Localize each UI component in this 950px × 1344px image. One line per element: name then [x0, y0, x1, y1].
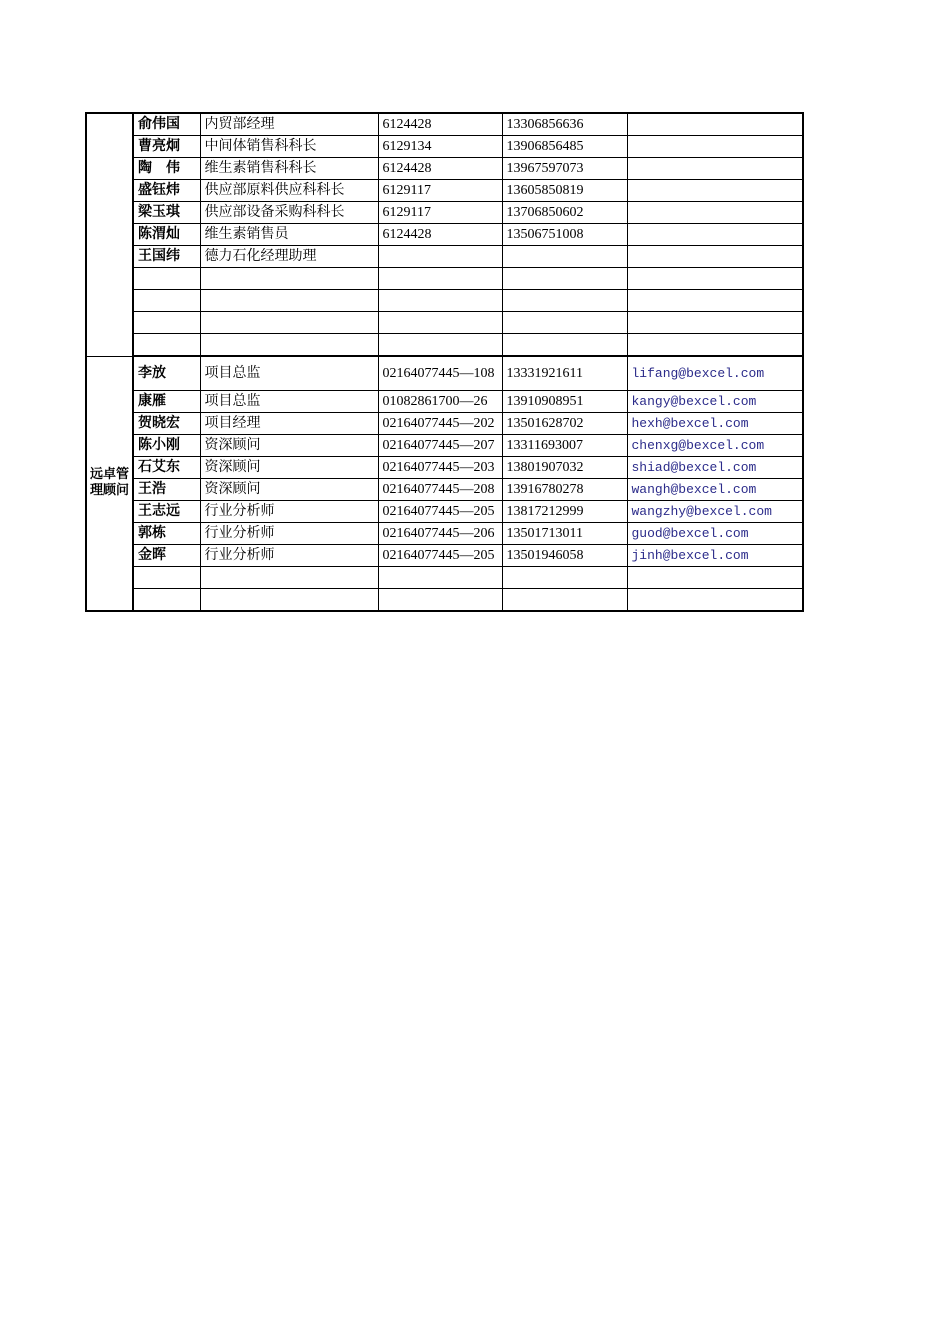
contact-mobile: [502, 589, 627, 612]
contact-tel: 02164077445—207: [378, 435, 502, 457]
contact-name: 陶 伟: [133, 158, 200, 180]
table-row: [86, 290, 803, 312]
contact-tel: [378, 290, 502, 312]
contact-mobile: 13331921611: [502, 356, 627, 391]
contact-tel: 01082861700—26: [378, 391, 502, 413]
contact-mobile: 13706850602: [502, 202, 627, 224]
contact-mobile: 13801907032: [502, 457, 627, 479]
contact-email: [627, 202, 803, 224]
contact-tel: [378, 312, 502, 334]
contact-name: [133, 268, 200, 290]
contact-tel: 02164077445—203: [378, 457, 502, 479]
contact-tel: 6129117: [378, 202, 502, 224]
table-row: [86, 136, 803, 158]
contact-tel: 02164077445—202: [378, 413, 502, 435]
contact-name: [133, 567, 200, 589]
contact-mobile: 13910908951: [502, 391, 627, 413]
contact-email: [627, 113, 803, 136]
contact-tel: 02164077445—206: [378, 523, 502, 545]
contact-name: 盛钰炜: [133, 180, 200, 202]
contact-name: 俞伟国: [133, 113, 200, 136]
contact-tel: 02164077445—205: [378, 501, 502, 523]
table-row: [86, 523, 803, 545]
contact-mobile: 13967597073: [502, 158, 627, 180]
contact-email: [627, 136, 803, 158]
contact-name: 王浩: [133, 479, 200, 501]
contact-tel: [378, 589, 502, 612]
contact-title: 资深顾问: [200, 435, 378, 457]
contact-name: 王国纬: [133, 246, 200, 268]
contact-title: 维生素销售科科长: [200, 158, 378, 180]
contact-email: [627, 268, 803, 290]
contact-title: [200, 290, 378, 312]
contact-title: 行业分析师: [200, 501, 378, 523]
contact-title: [200, 312, 378, 334]
contact-email: chenxg@bexcel.com: [627, 435, 803, 457]
table-row: [86, 246, 803, 268]
contact-mobile: [502, 290, 627, 312]
contact-mobile: [502, 312, 627, 334]
group-label: [86, 113, 133, 356]
contact-name: [133, 589, 200, 612]
table-row: [86, 113, 803, 136]
contact-email: [627, 158, 803, 180]
table-row: [86, 501, 803, 523]
contact-mobile: 13916780278: [502, 479, 627, 501]
contact-email: hexh@bexcel.com: [627, 413, 803, 435]
contact-tel: [378, 246, 502, 268]
contact-tel: [378, 334, 502, 357]
contact-name: 郭栋: [133, 523, 200, 545]
contact-email: [627, 180, 803, 202]
contact-title: 维生素销售员: [200, 224, 378, 246]
contact-name: 金晖: [133, 545, 200, 567]
contact-mobile: [502, 334, 627, 357]
contact-name: 李放: [133, 356, 200, 391]
contact-title: 行业分析师: [200, 523, 378, 545]
contact-name: 陈小刚: [133, 435, 200, 457]
contact-title: 项目总监: [200, 391, 378, 413]
contact-mobile: [502, 268, 627, 290]
contact-email: lifang@bexcel.com: [627, 356, 803, 391]
table-row: [86, 545, 803, 567]
contact-email: [627, 567, 803, 589]
contact-email: wangh@bexcel.com: [627, 479, 803, 501]
contact-tel: 02164077445—205: [378, 545, 502, 567]
contact-name: [133, 312, 200, 334]
contact-tel: 6124428: [378, 224, 502, 246]
table-row: [86, 334, 803, 357]
contact-email: jinh@bexcel.com: [627, 545, 803, 567]
contact-title: 内贸部经理: [200, 113, 378, 136]
contact-email: [627, 334, 803, 357]
contact-mobile: 13506751008: [502, 224, 627, 246]
contact-table: [85, 112, 804, 612]
contact-name: 曹亮炯: [133, 136, 200, 158]
table-row: [86, 180, 803, 202]
contact-title: 行业分析师: [200, 545, 378, 567]
contact-email: wangzhy@bexcel.com: [627, 501, 803, 523]
contact-tel: 6129117: [378, 180, 502, 202]
table-row: [86, 479, 803, 501]
table-row: [86, 567, 803, 589]
table-row: [86, 158, 803, 180]
contact-name: [133, 290, 200, 312]
contact-name: 康雁: [133, 391, 200, 413]
contact-email: [627, 290, 803, 312]
table-row: [86, 356, 803, 391]
contact-title: [200, 334, 378, 357]
table-row: [86, 391, 803, 413]
contact-title: [200, 567, 378, 589]
contact-title: 项目总监: [200, 356, 378, 391]
table-row: [86, 268, 803, 290]
table-row: [86, 435, 803, 457]
contact-title: [200, 589, 378, 612]
contact-mobile: 13311693007: [502, 435, 627, 457]
contact-mobile: 13906856485: [502, 136, 627, 158]
contact-email: kangy@bexcel.com: [627, 391, 803, 413]
contact-email: guod@bexcel.com: [627, 523, 803, 545]
contact-mobile: 13501628702: [502, 413, 627, 435]
contact-tel: [378, 268, 502, 290]
contact-title: 项目经理: [200, 413, 378, 435]
contact-title: 德力石化经理助理: [200, 246, 378, 268]
contact-mobile: [502, 567, 627, 589]
contact-tel: 02164077445—108: [378, 356, 502, 391]
table-row: [86, 312, 803, 334]
contact-name: 梁玉琪: [133, 202, 200, 224]
table-row: [86, 224, 803, 246]
contact-name: [133, 334, 200, 357]
contact-mobile: 13501713011: [502, 523, 627, 545]
contact-title: 中间体销售科科长: [200, 136, 378, 158]
contact-email: [627, 589, 803, 612]
contact-tel: 6124428: [378, 158, 502, 180]
contact-title: [200, 268, 378, 290]
contact-mobile: [502, 246, 627, 268]
contact-table-body: [86, 113, 803, 611]
table-row: [86, 589, 803, 612]
contact-mobile: 13306856636: [502, 113, 627, 136]
group-label: 远卓管理顾问: [86, 356, 133, 611]
contact-tel: 6129134: [378, 136, 502, 158]
contact-name: 王志远: [133, 501, 200, 523]
contact-title: 资深顾问: [200, 457, 378, 479]
contact-tel: 02164077445—208: [378, 479, 502, 501]
contact-name: 贺晓宏: [133, 413, 200, 435]
contact-email: [627, 312, 803, 334]
contact-title: 供应部设备采购科科长: [200, 202, 378, 224]
contact-title: 资深顾问: [200, 479, 378, 501]
contact-name: 石艾东: [133, 457, 200, 479]
contact-tel: [378, 567, 502, 589]
contact-mobile: 13817212999: [502, 501, 627, 523]
contact-tel: 6124428: [378, 113, 502, 136]
contact-name: 陈渭灿: [133, 224, 200, 246]
contact-email: [627, 246, 803, 268]
contact-email: [627, 224, 803, 246]
contact-mobile: 13501946058: [502, 545, 627, 567]
table-row: [86, 202, 803, 224]
table-row: [86, 457, 803, 479]
contact-title: 供应部原料供应科科长: [200, 180, 378, 202]
contact-mobile: 13605850819: [502, 180, 627, 202]
table-row: [86, 413, 803, 435]
contact-email: shiad@bexcel.com: [627, 457, 803, 479]
